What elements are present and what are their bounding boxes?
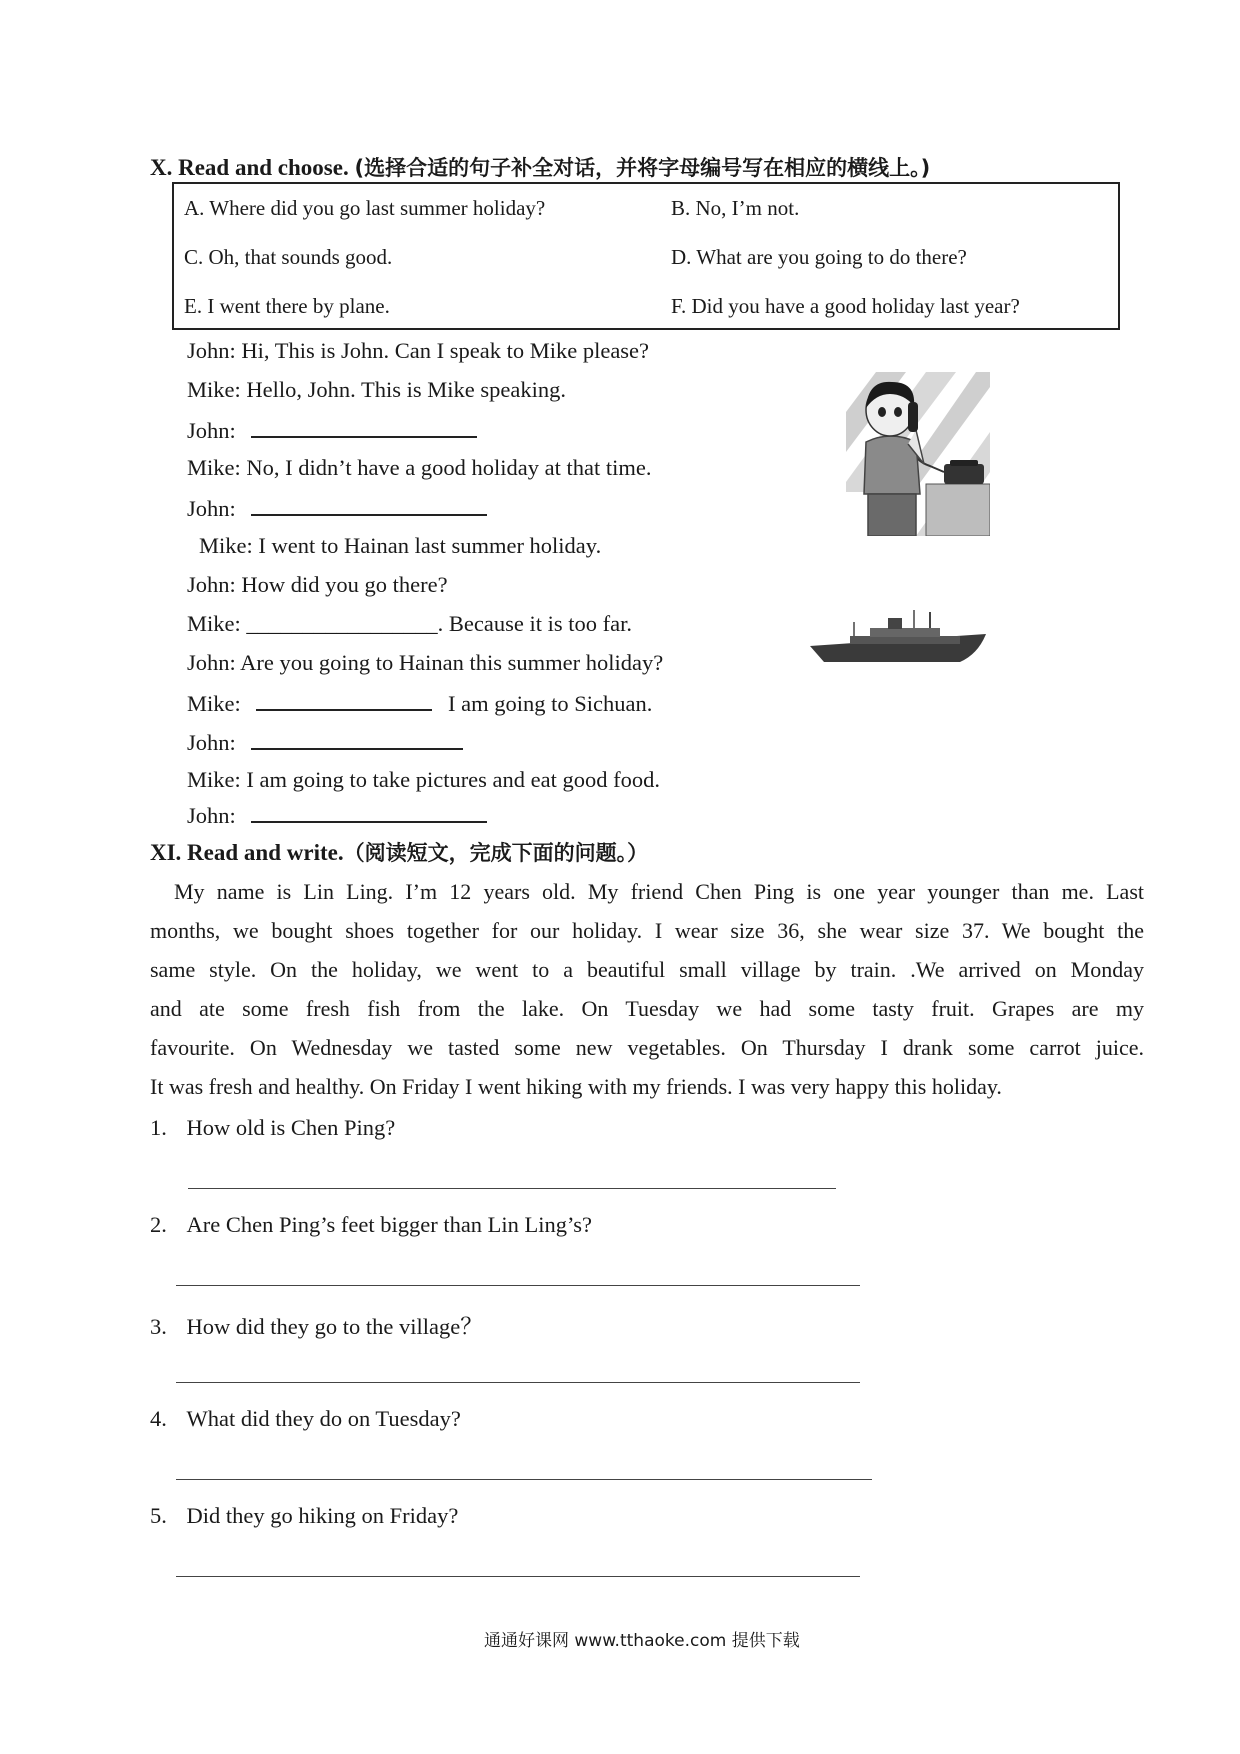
section-x-instruction: (选择合适的句子补全对话，并将字母编号写在相应的横线上。): [354, 156, 931, 180]
question-5: [150, 1503, 458, 1529]
option-a: A. Where did you go last summer holiday?: [184, 196, 546, 220]
reading-passage: [150, 872, 1144, 1106]
answer-line-1[interactable]: [188, 1188, 836, 1189]
question-4: [150, 1406, 461, 1432]
question-2: [150, 1212, 592, 1238]
passage-line: favourite. On Wednesday we tasted some new vegetables. On Thursday I drank some carrot juice.: [150, 1035, 1144, 1060]
option-d: D. What are you going to do there?: [671, 245, 967, 269]
speaker-mike: Mike:: [187, 611, 247, 636]
passage-line: months, we bought shoes together for our holiday. I wear size 36, she wear size 37. We bought the: [150, 918, 1144, 943]
question-number: 2.: [150, 1212, 167, 1237]
answer-blank-6[interactable]: [251, 801, 487, 823]
answer-line-2[interactable]: [176, 1285, 860, 1286]
answer-blank-3[interactable]: _________________: [246, 611, 438, 636]
section-xi-heading: [150, 837, 648, 867]
ship-illustration: [810, 610, 990, 664]
section-x-heading: [150, 152, 930, 182]
dialogue-line-12: Mike: I am going to take pictures and eat good food.: [187, 767, 661, 792]
dialogue-text: . Because it is too far.: [437, 611, 632, 636]
question-text: How did they go to the village？: [186, 1314, 483, 1339]
dialogue-text: I am going to Sichuan.: [448, 691, 653, 716]
section-xi-instruction: （阅读短文，完成下面的问题。）: [343, 841, 649, 865]
answer-blank-2[interactable]: [251, 494, 487, 516]
question-text: How old is Chen Ping?: [186, 1115, 396, 1140]
answer-blank-4[interactable]: [256, 689, 432, 711]
dialogue-line-11: [187, 728, 463, 756]
question-number: 4.: [150, 1406, 167, 1431]
passage-line: It was fresh and healthy. On Friday I went hiking with my friends. I was very happy this holiday.: [150, 1074, 1002, 1099]
answer-blank-1[interactable]: [251, 416, 477, 438]
section-x-title: X. Read and choose.: [150, 155, 349, 180]
question-text: Did they go hiking on Friday?: [186, 1503, 459, 1528]
option-b: B. No, I’m not.: [671, 196, 800, 220]
passage-line: and ate some fresh fish from the lake. On Tuesday we had some tasty fruit. Grapes are my: [150, 996, 1144, 1021]
dialogue-line-13: [187, 801, 487, 829]
passage-line: My name is Lin Ling. I’m 12 years old. My friend Chen Ping is one year younger than me. Last: [174, 879, 1144, 904]
dialogue-line-9: John: Are you going to Hainan this summer holiday?: [187, 650, 664, 675]
answer-line-3[interactable]: [176, 1382, 860, 1383]
options-box: [172, 182, 1120, 330]
passage-line: same style. On the holiday, we went to a beautiful small village by train. .We arrived on Monday: [150, 957, 1144, 982]
dialogue-line-5: [187, 494, 487, 522]
answer-line-5[interactable]: [176, 1576, 860, 1577]
question-number: 1.: [150, 1115, 167, 1140]
question-number: 5.: [150, 1503, 167, 1528]
question-text: Are Chen Ping’s feet bigger than Lin Ling’s?: [186, 1212, 593, 1237]
dialogue-line-1: John: Hi, This is John. Can I speak to Mike please?: [187, 338, 650, 363]
option-c: C. Oh, that sounds good.: [184, 245, 393, 269]
question-text: What did they do on Tuesday?: [186, 1406, 461, 1431]
dialogue-line-3: [187, 416, 477, 444]
speaker-john: John:: [187, 803, 236, 828]
footer-source: 通通好课网 www.tthaoke.com 提供下载: [484, 1631, 800, 1651]
speaker-john: John:: [187, 730, 236, 755]
question-3: [150, 1309, 483, 1341]
question-number: 3.: [150, 1314, 167, 1339]
dialogue-line-7: John: How did you go there?: [187, 572, 448, 597]
option-f: F. Did you have a good holiday last year?: [671, 294, 1020, 318]
question-1: [150, 1115, 395, 1141]
section-xi-title: XI. Read and write.: [150, 840, 344, 865]
dialogue-line-10: [187, 689, 652, 717]
boy-on-phone-illustration: [846, 372, 990, 536]
dialogue-line-8: [187, 611, 632, 637]
answer-line-4[interactable]: [176, 1479, 872, 1480]
dialogue-line-6: Mike: I went to Hainan last summer holiday.: [199, 533, 602, 558]
speaker-mike: Mike:: [187, 691, 241, 716]
dialogue-line-4: Mike: No, I didn’t have a good holiday at that time.: [187, 455, 652, 480]
speaker-john: John:: [187, 496, 236, 521]
dialogue-line-2: Mike: Hello, John. This is Mike speaking.: [187, 377, 566, 402]
speaker-john: John:: [187, 418, 236, 443]
answer-blank-5[interactable]: [251, 728, 463, 750]
option-e: E. I went there by plane.: [184, 294, 390, 318]
